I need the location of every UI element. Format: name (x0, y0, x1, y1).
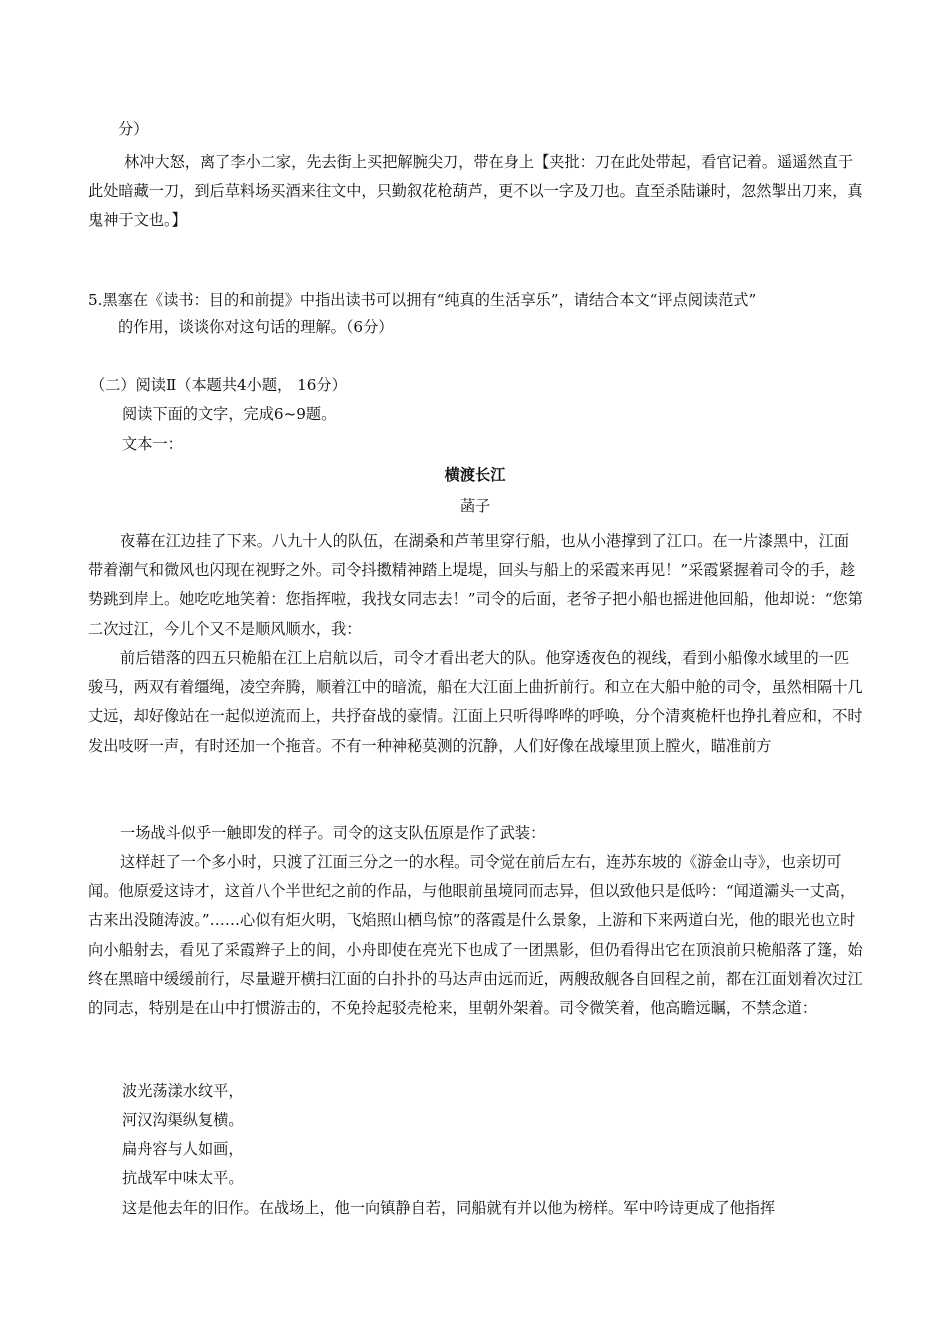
poem-line: 扁舟容与人如画， (122, 1140, 244, 1158)
poem-line: 河汉沟渠纵复横。 (122, 1111, 244, 1129)
article-last-paragraph: 这是他去年的旧作。在战场上，他一向镇静自若，同船就有并以他为榜样。军中吟诗更成了他指挥 (122, 1199, 776, 1217)
article-paragraph: 夜幕在江边挂了下来。八九十人的队伍，在湖桑和芦苇里穿行船，也从小港撑到了江口。在一片漆黑中，江面带着潮气和微风也闪现在视野之外。司令抖擞精神踏上堤堤，回头与船上的采霞来再见！”采霞紧握着司令的手，趁势跳到岸上。她吃吃地笑着：您指挥啦，我找女同志去！”司令的后面，老爷子把小船也摇进他回船，他却说：“您第二次过江，今儿个又不是顺风顺水，我： (88, 532, 863, 638)
article-paragraph: 这样赶了一个多小时，只渡了江面三分之一的水程。司令觉在前后左右，连苏东坡的《游金山寺》，也亲切可闻。他原爱这诗才，这首八个半世纪之前的作品，与他眼前虽境同而志异，但以致他只是低吟：“闻道灞头一丈高，古来出没随涛波。”……心似有炬火明，飞焰照山栖鸟惊”的落霞是什么景象，上游和下来两道白光，他的眼光也立时向小船射去，看见了采霞辫子上的间，小舟即使在亮光下也成了一团黑影，但仍看得出它在顶浪前只桅船落了篷，始终在黑暗中缓缓前行，尽量避开横扫江面的白扑扑的马达声由远而近，两艘敌舰各自回程之前，都在江面划着次过江的同志，特别是在山中打惯游击的，不免拎起驳壳枪来，里朝外架着。司令微笑着，他高瞻远瞩，不禁念道： (88, 853, 863, 1018)
top-fragment: 分） (118, 120, 149, 138)
article-paragraph: 前后错落的四五只桅船在江上启航以后，司令才看出老大的队。他穿透夜色的视线，看到小船像水域里的一匹骏马，两双有着缰绳，凌空奔腾，顺着江中的暗流，船在大江面上曲折前行。和立在大船中舱的司令，虽然相隔十几丈远，却好像站在一起似逆流而上，共抒奋战的豪情。江面上只听得哗哗的呼唤，分个清爽桅杆也挣扎着应和，不时发出吱呀一声，有时还加一个拖音。不有一种神秘莫测的沉静，人们好像在战壕里顶上膛火，瞄准前方 (88, 649, 863, 755)
question-5-line-1: 5.黑塞在《读书：目的和前提》中指出读书可以拥有“纯真的生活享乐”，请结合本文“评点阅读范式” (88, 291, 757, 309)
article-title: 横渡长江 (444, 466, 506, 484)
article-author: 菡子 (459, 497, 491, 515)
article-paragraph: 一场战斗似乎一触即发的样子。司令的这支队伍原是作了武装： (120, 824, 546, 842)
text-one-label: 文本一： (122, 435, 183, 453)
question-5-line-2: 的作用，谈谈你对这句话的理解。（6分） (118, 318, 394, 336)
section-2-instruction: 阅读下面的文字，完成6~9题。 (122, 405, 337, 423)
lin-chong-paragraph: 林冲大怒，离了李小二家，先去街上买把解腕尖刀，带在身上【夹批：刀在此处带起，看官记着。遥遥然直于此处暗藏一刀，到后草料场买酒来往文中，只勤叙花枪葫芦，更不以一字及刀也。直至杀陆谦时，忽然掣出刀来，真鬼神于文也。】 (88, 153, 863, 230)
section-2-heading: （二）阅读Ⅱ（本题共4小题， 16分） (90, 376, 347, 394)
poem-line: 波光荡漾水纹平， (122, 1082, 244, 1100)
poem-line: 抗战军中味太平。 (122, 1169, 244, 1187)
